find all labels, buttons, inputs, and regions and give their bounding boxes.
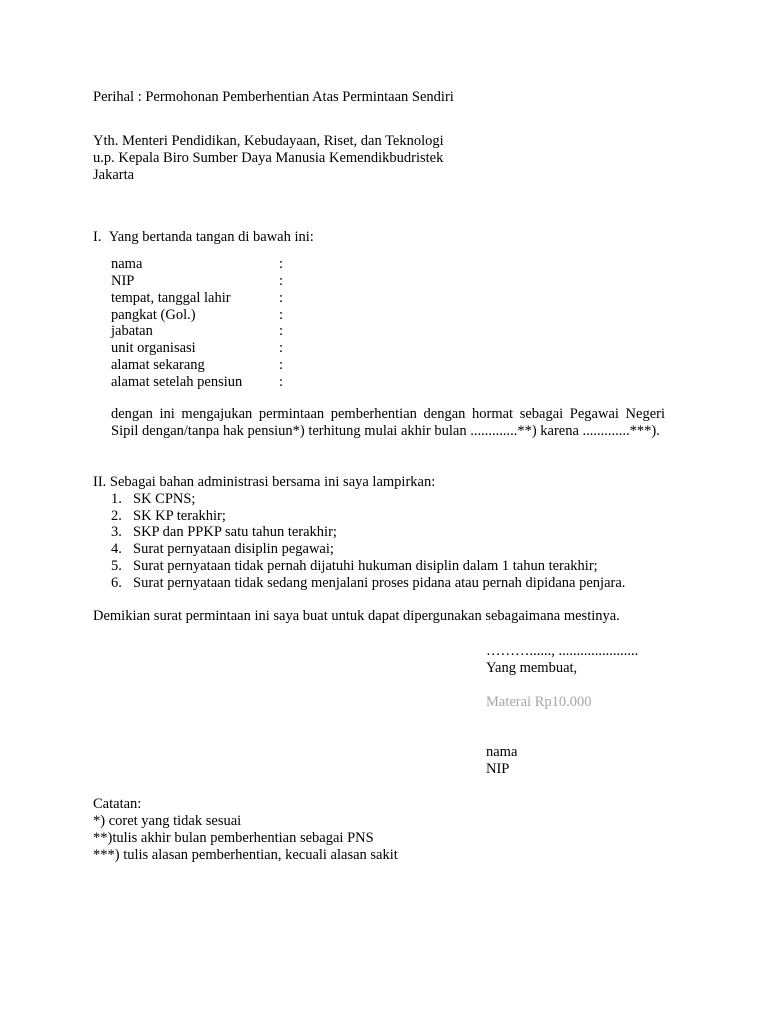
place-date-line: ………......, ...................... bbox=[486, 643, 639, 659]
section-1-heading: I. Yang bertanda tangan di bawah ini: bbox=[93, 229, 314, 245]
field-colon: : bbox=[279, 307, 284, 323]
field-colon: : bbox=[279, 290, 284, 306]
request-paragraph: dengan ini mengajukan permintaan pemberhentian dengan hormat sebagai Pegawai Negeri Sipil dengan/tanpa hak pensiun*) terhitung mulai akhir bulan .............**) karena .............***). bbox=[111, 406, 665, 439]
list-number: 2. bbox=[111, 508, 122, 524]
list-text: Surat pernyataan disiplin pegawai; bbox=[133, 541, 334, 557]
signer-name-label: nama bbox=[486, 744, 518, 760]
field-colon: : bbox=[279, 357, 284, 373]
list-text: SK CPNS; bbox=[133, 491, 196, 507]
notes-heading: Catatan: bbox=[93, 796, 142, 812]
list-text: SKP dan PPKP satu tahun terakhir; bbox=[133, 524, 337, 540]
list-number: 3. bbox=[111, 524, 122, 540]
field-label-rank: pangkat (Gol.) bbox=[111, 307, 196, 323]
list-number: 1. bbox=[111, 491, 122, 507]
note-item: **)tulis akhir bulan pemberhentian sebagai PNS bbox=[93, 830, 374, 846]
list-number: 4. bbox=[111, 541, 122, 557]
field-label-nama: nama bbox=[111, 256, 143, 272]
field-label-birth: tempat, tanggal lahir bbox=[111, 290, 231, 306]
field-colon: : bbox=[279, 273, 284, 289]
field-label-unit: unit organisasi bbox=[111, 340, 196, 356]
list-number: 6. bbox=[111, 575, 122, 591]
note-item: ***) tulis alasan pemberhentian, kecuali alasan sakit bbox=[93, 847, 398, 863]
section-2-heading: II. Sebagai bahan administrasi bersama ini saya lampirkan: bbox=[93, 474, 436, 490]
field-colon: : bbox=[279, 374, 284, 390]
list-text: Surat pernyataan tidak sedang menjalani proses pidana atau pernah dipidana penjara. bbox=[133, 575, 626, 591]
made-by-label: Yang membuat, bbox=[486, 660, 578, 676]
signer-nip-label: NIP bbox=[486, 761, 510, 777]
recipient-line-2: u.p. Kepala Biro Sumber Daya Manusia Kemendikbudristek bbox=[93, 150, 444, 166]
list-text: Surat pernyataan tidak pernah dijatuhi hukuman disiplin dalam 1 tahun terakhir; bbox=[133, 558, 598, 574]
recipient-line-1: Yth. Menteri Pendidikan, Kebudayaan, Riset, dan Teknologi bbox=[93, 133, 444, 149]
field-label-nip: NIP bbox=[111, 273, 135, 289]
note-item: *) coret yang tidak sesuai bbox=[93, 813, 242, 829]
list-number: 5. bbox=[111, 558, 122, 574]
field-label-position: jabatan bbox=[111, 323, 153, 339]
field-colon: : bbox=[279, 323, 284, 339]
field-colon: : bbox=[279, 256, 284, 272]
subject-line: Perihal : Permohonan Pemberhentian Atas Permintaan Sendiri bbox=[93, 89, 454, 105]
recipient-line-3: Jakarta bbox=[93, 167, 135, 183]
closing-statement: Demikian surat permintaan ini saya buat untuk dapat dipergunakan sebagaimana mestinya. bbox=[93, 608, 620, 624]
field-label-address-after: alamat setelah pensiun bbox=[111, 374, 243, 390]
field-label-address: alamat sekarang bbox=[111, 357, 205, 373]
stamp-duty-note: Materai Rp10.000 bbox=[486, 694, 592, 710]
field-colon: : bbox=[279, 340, 284, 356]
list-text: SK KP terakhir; bbox=[133, 508, 226, 524]
